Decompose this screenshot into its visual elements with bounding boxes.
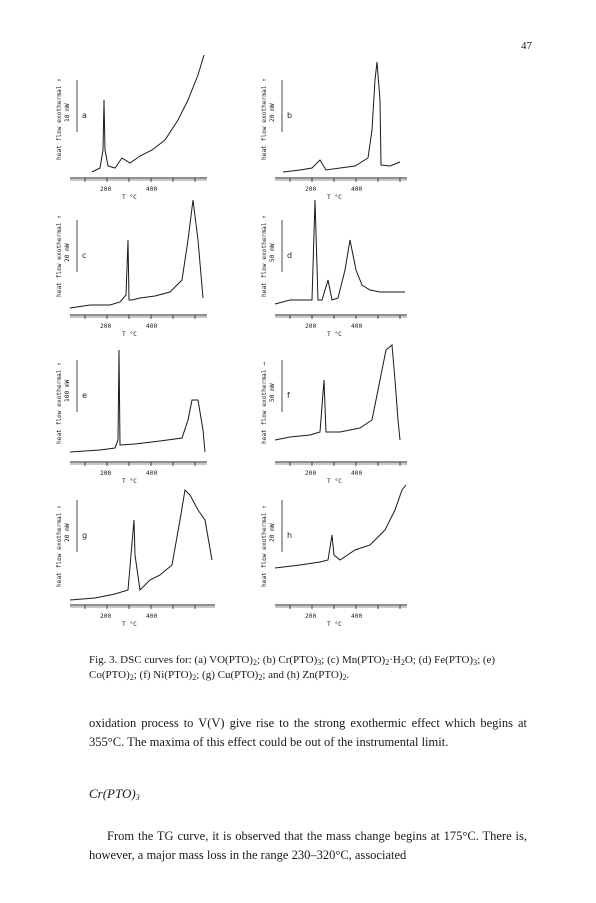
caption-text: Fig. 3. DSC curves for: (a) VO(PTO) <box>89 654 253 666</box>
caption-sub: 3 <box>473 658 478 667</box>
x-axis-label: T °C <box>122 194 137 201</box>
caption-text: ·H <box>389 654 401 666</box>
body-paragraph: oxidation process to V(V) give rise to the strong exothermic effect which begins at 355°C. The maxima of this effect could be out of the instrumental limit. <box>89 716 527 749</box>
scale-label: 20 mW <box>269 523 276 542</box>
panel-letter: a <box>82 111 87 120</box>
caption-text: ; (c) Mn(PTO) <box>321 654 386 666</box>
x-axis-label: T °C <box>122 331 137 338</box>
x-axis-label: T °C <box>327 621 342 628</box>
scale-label: 20 mW <box>64 243 71 262</box>
tick-label: 200 <box>305 323 317 330</box>
y-axis-label: heat flow exothermal ↑ <box>56 78 63 160</box>
tick-label: 200 <box>305 613 317 620</box>
dsc-curve <box>70 200 203 308</box>
panel-letter: d <box>287 251 293 260</box>
scale-label: 100 mW <box>64 379 71 402</box>
tick-label: 200 <box>100 470 112 477</box>
scale-label: 20 mW <box>64 523 71 542</box>
page-number: 47 <box>521 40 532 52</box>
scale-label: 50 mW <box>269 383 276 402</box>
caption-sub: 2 <box>252 658 257 667</box>
y-axis-label: heat flow exothermal ↑ <box>56 215 63 297</box>
dsc-curve <box>283 62 400 172</box>
tick-label: 400 <box>146 613 158 620</box>
caption-sub: 2 <box>258 673 263 682</box>
caption-sub: 2 <box>342 673 347 682</box>
tick-label: 200 <box>305 470 317 477</box>
y-axis-label: heat flow exothermal ↑ <box>56 362 63 444</box>
caption-sub: 2 <box>192 673 197 682</box>
caption-text: ; (f) Ni(PTO) <box>133 669 193 681</box>
figure-caption <box>89 653 529 683</box>
dsc-curve <box>275 345 400 440</box>
tick-label: 200 <box>100 613 112 620</box>
dsc-curve <box>70 350 205 452</box>
panel-letter: c <box>82 251 87 260</box>
caption-sub: 2 <box>385 658 390 667</box>
dsc-curve <box>92 55 204 172</box>
tick-label: 400 <box>351 470 363 477</box>
caption-sub: 2 <box>400 658 405 667</box>
heading-sub: 3 <box>135 793 140 802</box>
x-axis-label: T °C <box>327 478 342 485</box>
caption-text: O; (d) Fe(PTO) <box>404 654 474 666</box>
x-axis-label: T °C <box>122 478 137 485</box>
heading-text: Cr(PTO) <box>89 786 136 801</box>
y-axis-label: heat flow exothermal ↑ <box>56 505 63 587</box>
y-axis-label: heat flow exothermal ↑ <box>261 505 268 587</box>
caption-text: ; and (h) Zn(PTO) <box>262 669 343 681</box>
scale-label: 50 mW <box>269 243 276 262</box>
tick-label: 400 <box>351 323 363 330</box>
y-axis-label: heat flow exothermal ↑ <box>261 78 268 160</box>
caption-text: ; (e) Co(PTO) <box>89 654 496 681</box>
scale-label: 20 mW <box>269 103 276 122</box>
caption-text: . <box>346 669 350 681</box>
dsc-curve <box>275 200 405 304</box>
dsc-curve <box>275 485 406 568</box>
tick-label: 400 <box>351 613 363 620</box>
tick-label: 400 <box>146 323 158 330</box>
y-axis-label: heat flow exothermal → <box>261 362 268 444</box>
caption-sub: 2 <box>129 673 134 682</box>
x-axis-label: T °C <box>327 194 342 201</box>
section-heading <box>89 786 140 802</box>
x-axis-label: T °C <box>327 331 342 338</box>
panel-letter: g <box>82 531 88 540</box>
x-axis-label: T °C <box>122 621 137 628</box>
y-axis-label: heat flow exothermal ↑ <box>261 215 268 297</box>
scale-label: 10 mW <box>64 103 71 122</box>
tick-label: 400 <box>146 186 158 193</box>
panel-letter: f <box>287 391 290 400</box>
dsc-curve <box>70 490 212 600</box>
tick-label: 200 <box>100 186 112 193</box>
body-paragraph: From the TG curve, it is observed that the mass change begins at 175°C. There is, however, a major mass loss in the range 230–320°C, associated <box>89 829 527 862</box>
caption-text: ; (g) Cu(PTO) <box>196 669 259 681</box>
tick-label: 400 <box>351 186 363 193</box>
caption-sub: 3 <box>317 658 322 667</box>
panel-letter: h <box>287 531 293 540</box>
tick-label: 400 <box>146 470 158 477</box>
tick-label: 200 <box>100 323 112 330</box>
panel-letter: e <box>82 391 87 400</box>
panel-letter: b <box>287 111 293 120</box>
caption-text: ; (b) Cr(PTO) <box>256 654 318 666</box>
tick-label: 200 <box>305 186 317 193</box>
